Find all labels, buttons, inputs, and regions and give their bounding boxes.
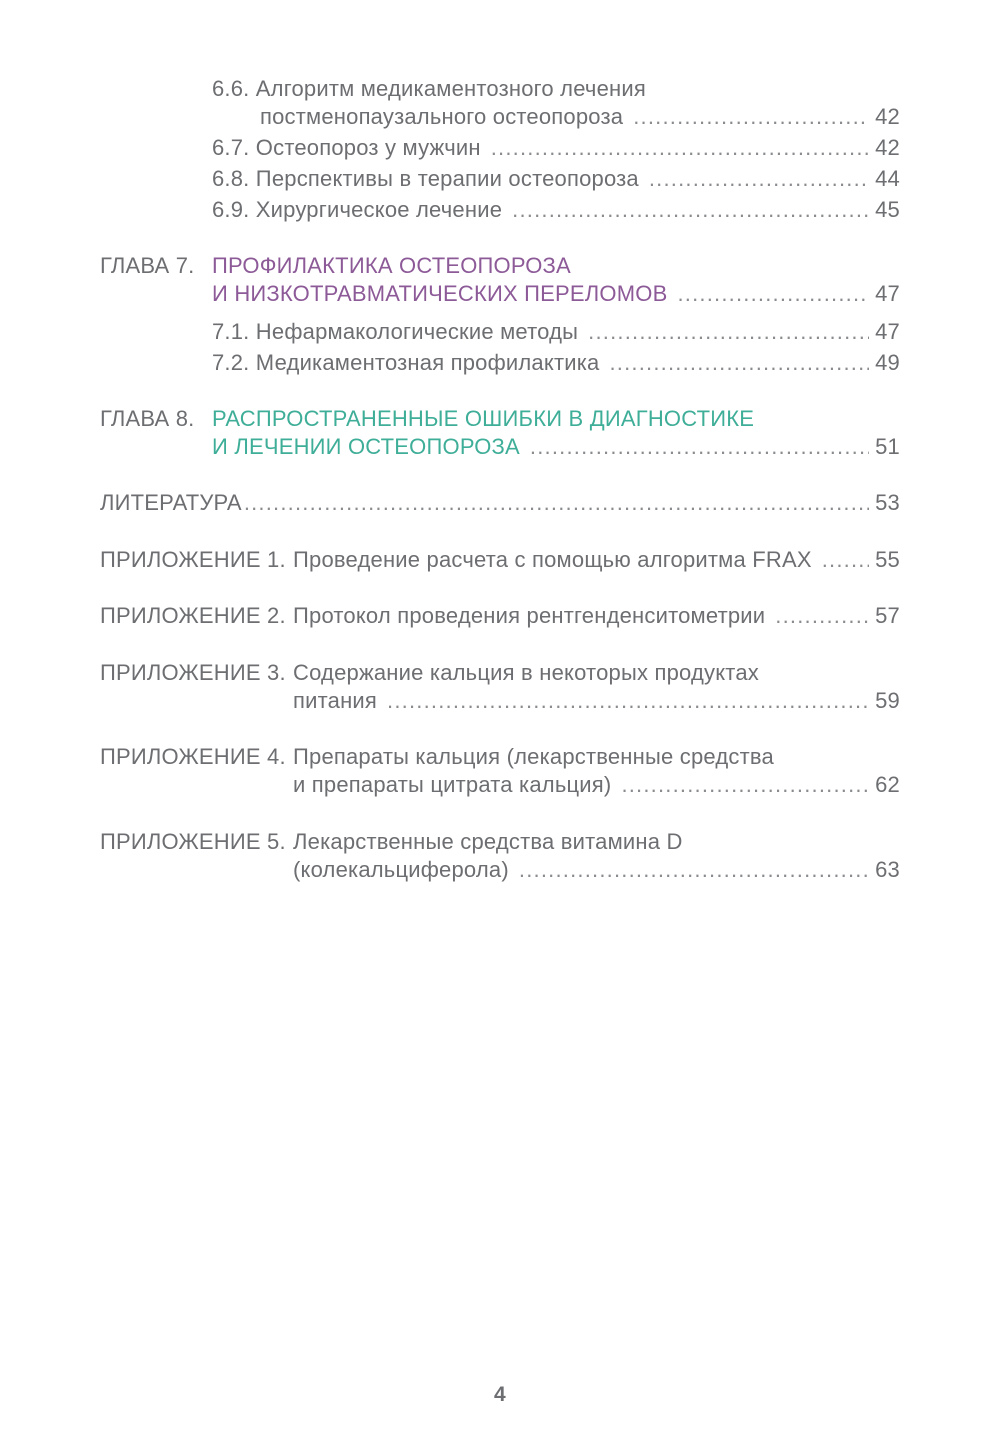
- appendix-5-entry[interactable]: [293, 855, 900, 885]
- toc-entry-7-1[interactable]: [212, 317, 900, 347]
- toc-page-number: 59: [875, 688, 900, 713]
- toc-entry-7-2[interactable]: [212, 348, 900, 378]
- leader-dots: [519, 855, 869, 885]
- toc-page-number: 42: [875, 135, 900, 160]
- toc-page-number: 55: [875, 547, 900, 572]
- toc-page-number: 63: [875, 857, 900, 882]
- leader-dots: [633, 102, 869, 132]
- toc-page-number: 51: [875, 434, 900, 459]
- appendix-5-label: ПРИЛОЖЕНИЕ 5.: [100, 829, 286, 854]
- toc-entry-title: питания: [293, 688, 378, 713]
- toc-entry-6-6-line1[interactable]: [212, 74, 646, 104]
- chapter-8-title-line1[interactable]: [212, 404, 754, 434]
- chapter-title: РАСПРОСТРАНЕННЫЕ ОШИБКИ В ДИАГНОСТИКЕ: [212, 406, 755, 431]
- appendix-1-entry[interactable]: [293, 545, 900, 575]
- toc-entry-title: ЛИТЕРАТУРА: [100, 490, 242, 515]
- leader-dots: [530, 432, 869, 462]
- toc-entry-title: 6.7. Остеопороз у мужчин: [212, 135, 481, 160]
- leader-dots: [244, 488, 869, 518]
- page-number: 4: [494, 1383, 506, 1406]
- toc-entry-title: 6.8. Перспективы в терапии остеопороза: [212, 166, 639, 191]
- toc-entry-title: Содержание кальция в некоторых продуктах: [293, 660, 759, 685]
- chapter-8-label: ГЛАВА 8.: [100, 406, 195, 431]
- chapter-title: И ЛЕЧЕНИИ ОСТЕОПОРОЗА: [212, 434, 520, 459]
- leader-dots: [491, 133, 869, 163]
- chapter-title: ПРОФИЛАКТИКА ОСТЕОПОРОЗА: [212, 253, 571, 278]
- toc-page-number: 44: [875, 166, 900, 191]
- leader-dots: [649, 164, 869, 194]
- appendix-2-label: ПРИЛОЖЕНИЕ 2.: [100, 603, 286, 628]
- toc-entry-title: постменопаузального остеопороза: [260, 104, 624, 129]
- toc-entry-6-9[interactable]: [212, 195, 900, 225]
- toc-entry-title: 6.9. Хирургическое лечение: [212, 197, 503, 222]
- appendix-2-entry[interactable]: [293, 601, 900, 631]
- toc-page-number: 49: [875, 350, 900, 375]
- appendix-3-label: ПРИЛОЖЕНИЕ 3.: [100, 660, 286, 685]
- toc-entry-literature[interactable]: [100, 488, 900, 518]
- appendix-5-title-line1[interactable]: [293, 827, 683, 857]
- toc-entry-title: 7.2. Медикаментозная профилактика: [212, 350, 600, 375]
- toc-page-number: 47: [875, 319, 900, 344]
- toc-entry-title: (колекальциферола): [293, 857, 509, 882]
- toc-page-number: 57: [875, 603, 900, 628]
- toc-page-number: 53: [875, 490, 900, 515]
- appendix-4-title-line1[interactable]: [293, 742, 774, 772]
- chapter-7-label: ГЛАВА 7.: [100, 253, 195, 278]
- toc-entry-title: 6.6. Алгоритм медикаментозного лечения: [212, 76, 646, 101]
- leader-dots: [822, 545, 869, 575]
- toc-page-number: 47: [875, 281, 900, 306]
- leader-dots: [588, 317, 869, 347]
- chapter-8-entry[interactable]: [212, 432, 900, 462]
- leader-dots: [609, 348, 869, 378]
- chapter-7-entry[interactable]: [212, 279, 900, 309]
- appendix-3-entry[interactable]: [293, 686, 900, 716]
- toc-entry-title: Лекарственные средства витамина D: [293, 829, 683, 854]
- appendix-1-label: ПРИЛОЖЕНИЕ 1.: [100, 547, 286, 572]
- toc-entry-title: Протокол проведения рентгенденситометрии: [293, 603, 766, 628]
- leader-dots: [512, 195, 869, 225]
- toc-page-number: 62: [875, 772, 900, 797]
- appendix-4-label: ПРИЛОЖЕНИЕ 4.: [100, 744, 286, 769]
- toc-entry-title: Проведение расчета с помощью алгоритма FRAX: [293, 547, 812, 572]
- leader-dots: [387, 686, 869, 716]
- leader-dots: [621, 770, 869, 800]
- toc-entry-title: Препараты кальция (лекарственные средства: [293, 744, 774, 769]
- toc-entry-6-7[interactable]: [212, 133, 900, 163]
- toc-entry-6-6[interactable]: [260, 102, 900, 132]
- toc-page-number: 42: [875, 104, 900, 129]
- chapter-title: И НИЗКОТРАВМАТИЧЕСКИХ ПЕРЕЛОМОВ: [212, 281, 668, 306]
- toc-page-number: 45: [875, 197, 900, 222]
- chapter-7-title-line1[interactable]: [212, 251, 571, 281]
- leader-dots: [775, 601, 869, 631]
- toc-entry-6-8[interactable]: [212, 164, 900, 194]
- toc-entry-title: и препараты цитрата кальция): [293, 772, 612, 797]
- appendix-4-entry[interactable]: [293, 770, 900, 800]
- appendix-3-title-line1[interactable]: [293, 658, 759, 688]
- leader-dots: [677, 279, 869, 309]
- toc-entry-title: 7.1. Нефармакологические методы: [212, 319, 579, 344]
